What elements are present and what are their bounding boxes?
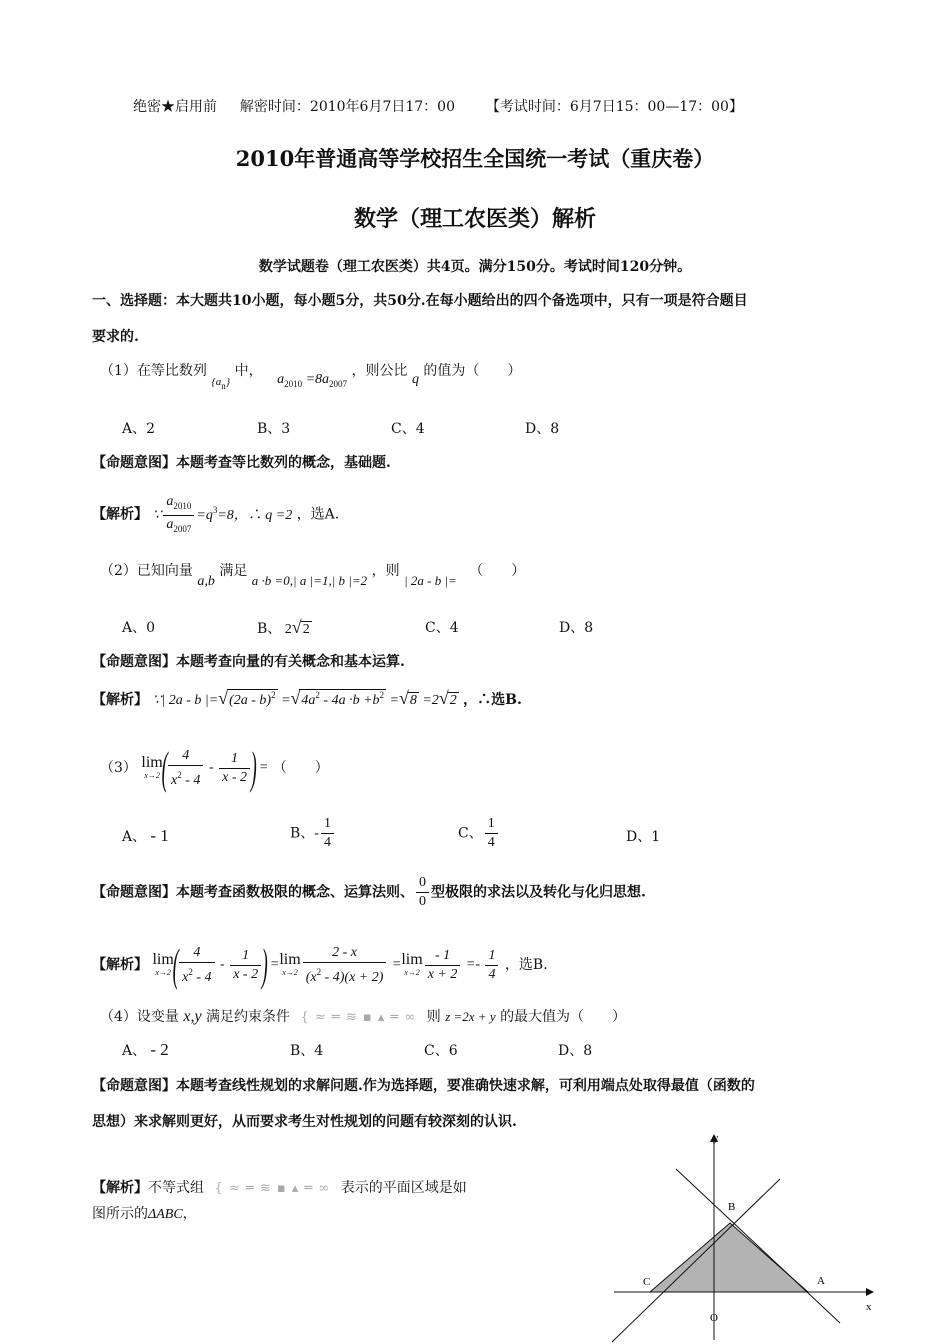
q3-limit: lim x→2 ( $\frac{4}{x^2 - 4}$ - $\frac{1}{x - 2}$ ) = — [141, 742, 269, 793]
q2-solution-math: ∵| 2a - b $|=√(2a - b)^2 =√4a^2 - 4a \cdot b +b^2 =√8 =2√2$ — [152, 688, 457, 708]
q3-option-b: B、- $\frac{1}{4}$ — [290, 815, 336, 852]
question-4: （4）设变量 x,y 满足约束条件 { ≈ ═ ≋ ▪ ▴ ═ ∞ 则 z =2x + y 的最大值为（ ） — [100, 1008, 627, 1025]
header-line — [133, 96, 743, 116]
question-1: （1）在等比数列 $_{\{a_n\}}$ 中， $a_{2010} =8a_{2007}$ ，则公比 q 的值为（ ） — [100, 363, 522, 391]
triangle-abc: ΔABC — [148, 1207, 183, 1222]
q4-solution: 【解析】不等式组 { ≈ ═ ≋ ▪ ▴ ═ ∞ 表示的平面区域是如 — [92, 1180, 467, 1196]
q4-intent-cont: 思想）来求解则更好，从而要求考生对性规划的问题有较深刻的认识. — [92, 1114, 517, 1130]
variables-xy: x,y — [183, 1008, 202, 1025]
q1-option-c: C、4 — [391, 421, 425, 437]
q4-solution-cont: 图所示的ΔABC， — [92, 1206, 197, 1222]
ratio-q: q — [411, 372, 419, 387]
constraint-system-image: { ≈ ═ ≋ ▪ ▴ ═ ∞ — [300, 1009, 417, 1025]
x-axis-arrow — [866, 1288, 874, 1296]
q4-option-c: C、6 — [424, 1043, 458, 1059]
q4-intent: 【命题意图】本题考查线性规划的求解问题.作为选择题，要准确快速求解，可利用端点处取得最值（函数的 — [92, 1078, 755, 1094]
exam-time: 【考试时间：6月7日15：00—17：00】 — [485, 99, 743, 115]
vectors-ab: a,b — [197, 574, 215, 589]
q4-option-a: A、 - 2 — [122, 1040, 169, 1059]
point-a-label: A — [817, 1275, 825, 1287]
q2-solution: 【解析】 ∵| 2a - b $|=√(2a - b)^2 =√4a^2 - 4a \cdot b +b^2 =√8 =2√2$ ，∴选B. — [92, 688, 522, 708]
section-heading: 一、选择题：本大题共10小题，每小题5分，共50分.在每小题给出的四个备选项中，只有一项是符合题目 — [92, 293, 748, 309]
q4-option-d: D、8 — [558, 1043, 593, 1059]
q3-option-c: C、 $\frac{1}{4}$ — [458, 815, 500, 852]
q1-solution: 【解析】 ∵ $\frac{a_{2010}}{a_{2007}}$ $=q^3=8$，∴ q =2 ，选A. — [92, 494, 340, 534]
origin-label: O — [710, 1312, 718, 1324]
q3-option-a: A、 - 1 — [122, 826, 169, 845]
line-ca — [676, 1169, 840, 1323]
q1-option-a: A、2 — [122, 421, 156, 437]
feasible-region-graph — [610, 1128, 900, 1343]
sequence-an: {an} — [211, 376, 231, 391]
q2-target: | 2a - b |= — [404, 573, 457, 588]
q2-option-b: B、 2√2 — [257, 617, 310, 637]
paper-info: 数学试题卷（理工农医类）共4页。满分150分。考试时间120分钟。 — [258, 259, 692, 275]
section-heading-cont: 要求的. — [92, 329, 139, 345]
q3-solution-math: lim x→2 ( $\frac{4}{x^2 - 4}$ - $\frac{1}{x - 2}$ ) = lim x→2 $\frac{2 - x}{(x^2 - 4)(x + 2)}$ = lim x→2 $\frac{- 1}{x + 2}$ =- $\frac{1}{4}$ — [152, 957, 500, 972]
q1-condition: $a_{2010} =8a_{2007}$ — [277, 372, 348, 389]
q2-option-d: D、8 — [559, 620, 594, 636]
objective-function: z =2x + y — [445, 1009, 496, 1024]
page-subtitle: 数学（理工农医类）解析 — [353, 206, 596, 232]
confidential-mark: 绝密★启用前 — [133, 99, 217, 115]
q1-solution-math: ∵ $\frac{a_{2010}}{a_{2007}}$ $=q^3=8$，∴ q =2 — [152, 494, 293, 534]
q1-option-b: B、3 — [257, 421, 291, 437]
q1-intent: 【命题意图】本题考查等比数列的概念，基础题. — [92, 455, 391, 471]
y-axis-label: y — [713, 1132, 719, 1144]
decrypt-time: 解密时间：2010年6月7日17：00 — [239, 99, 455, 115]
q1-option-d: D、8 — [525, 421, 560, 437]
q2-intent: 【命题意图】本题考查向量的有关概念和基本运算. — [92, 654, 405, 670]
q4-option-b: B、4 — [290, 1043, 324, 1059]
q2-condition: a ·b =0,| a |=1,| b |=2 — [251, 573, 368, 588]
page-title: 2010年普通高等学校招生全国统一考试（重庆卷） — [235, 146, 715, 171]
question-3: （3） lim x→2 ( $\frac{4}{x^2 - 4}$ - $\frac{1}{x - 2}$ ) = （ ） — [100, 742, 329, 793]
q3-option-d: D、1 — [626, 829, 661, 845]
point-c-label: C — [643, 1276, 651, 1288]
q2-option-c: C、4 — [425, 620, 459, 636]
constraint-system-image-2: { ≈ ═ ≋ ▪ ▴ ═ ∞ — [214, 1180, 331, 1196]
q3-solution: 【解析】 lim x→2 ( $\frac{4}{x^2 - 4}$ - $\frac{1}{x - 2}$ ) = lim x→2 $\frac{2 - x}{(x^2 - 4)(x + 2)}$ = lim x→2 $\frac{- 1}{x + 2}$ =- $\frac{1}{4}$ ，选B. — [92, 939, 548, 990]
q2-option-a: A、0 — [122, 620, 156, 636]
point-b-label: B — [728, 1201, 736, 1213]
question-2: （2）已知向量 a,b 满足 a ·b =0,| a |=1,| b |=2 ，则 | 2a - b |= （ ） — [100, 563, 526, 589]
x-axis-label: x — [866, 1301, 872, 1313]
q3-intent: 【命题意图】本题考查函数极限的概念、运算法则、 $\frac{0}{0}$ 型极限的求法以及转化与化归思想. — [92, 875, 646, 909]
